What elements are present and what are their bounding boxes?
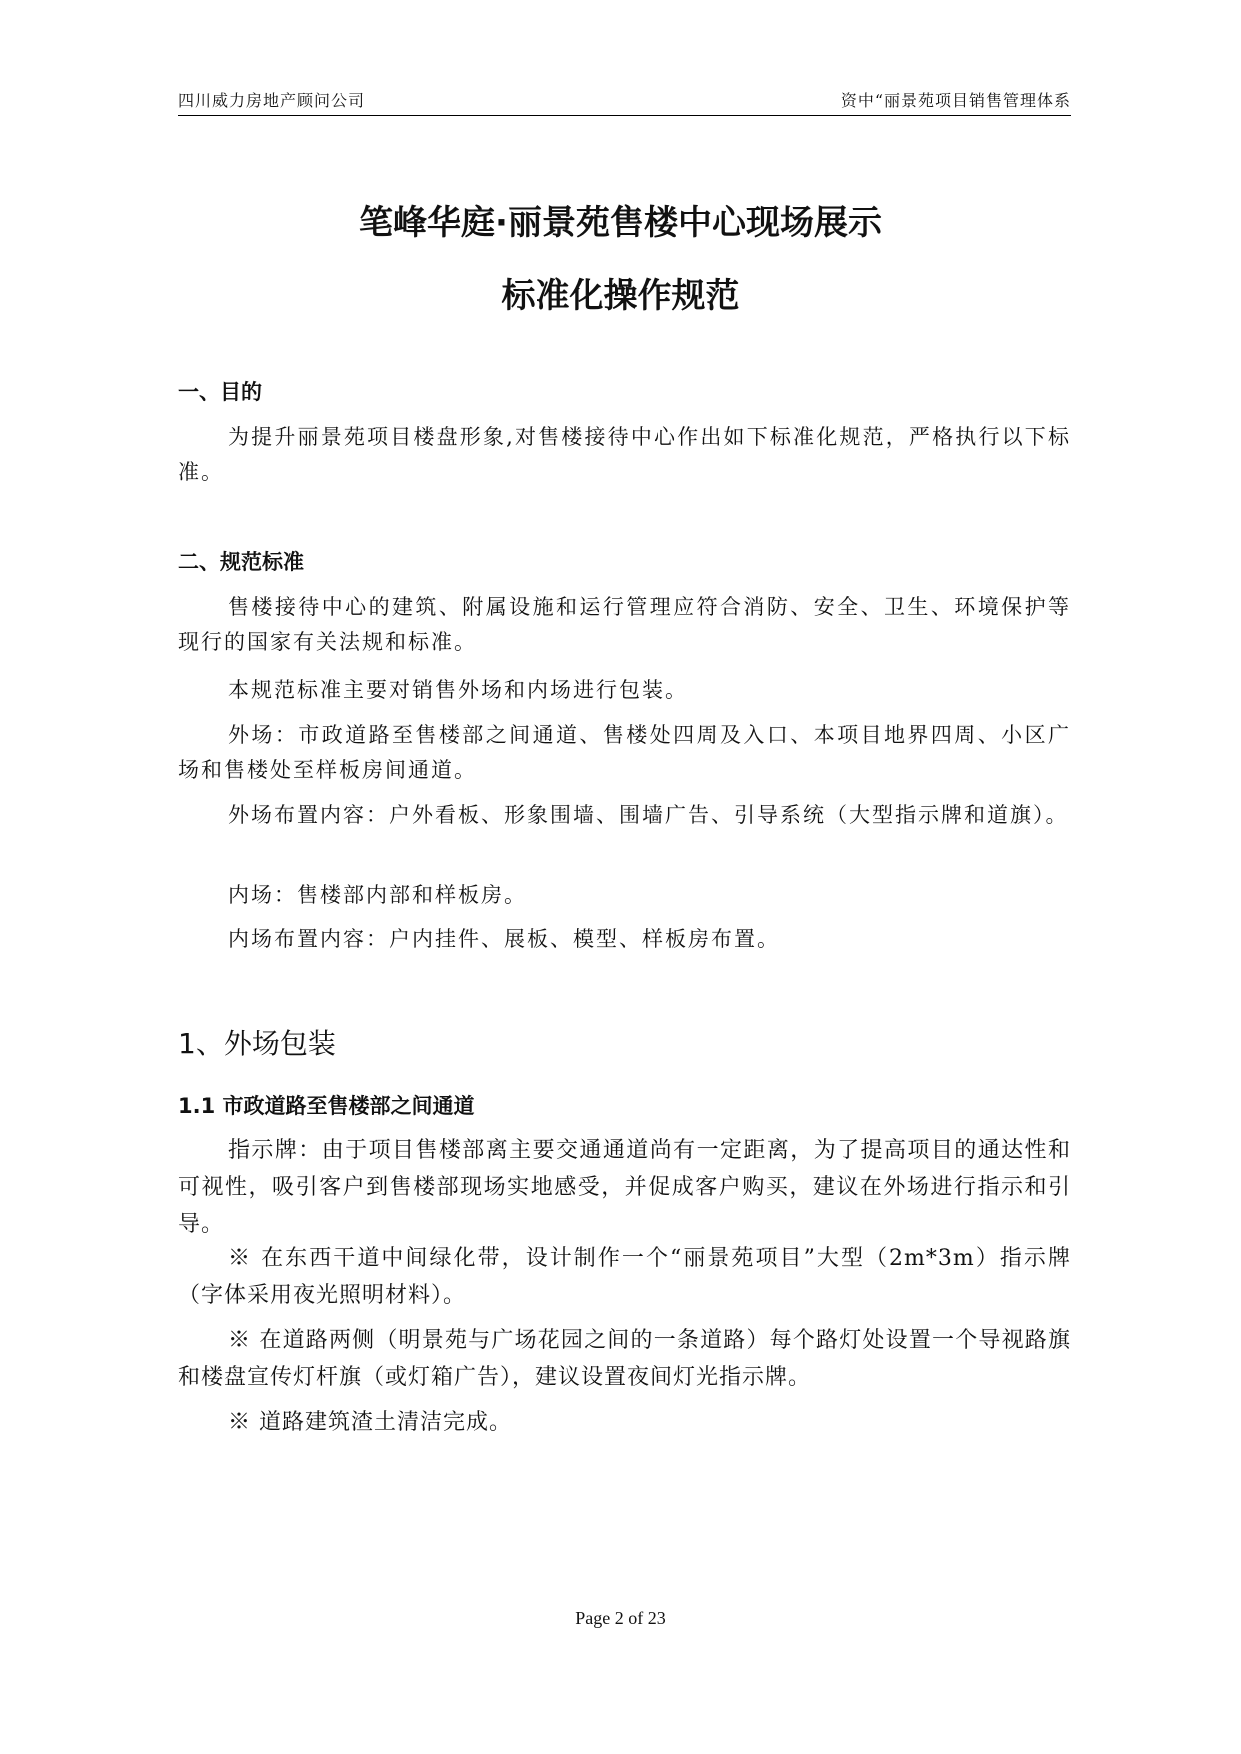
list-item-signboard: ※ 在东西干道中间绿化带，设计制作一个“丽景苑项目”大型（2m*3m）指示牌（字体采用夜光照明材料）。 [178, 1246, 1071, 1308]
paragraph-standards-3: 外场：市政道路至售楼部之间通道、售楼处四周及入口、本项目地界四周、小区广场和售楼处至样板房间通道。 [178, 723, 1071, 782]
paragraph-standards-1: 售楼接待中心的建筑、附属设施和运行管理应符合消防、安全、卫生、环境保护等现行的国家有关法规和标准。 [178, 595, 1071, 654]
paragraph-standards-5: 内场：售楼部内部和样板房。 [228, 883, 527, 907]
header-company: 四川威力房地产顾问公司 [178, 91, 366, 110]
page-title-line1: 笔峰华庭·丽景苑售楼中心现场展示 [359, 203, 882, 243]
page-title-line2: 标准化操作规范 [501, 276, 740, 316]
paragraph-standards-4: 外场布置内容：户外看板、形象围墙、围墙广告、引导系统（大型指示牌和道旗）。 [228, 803, 1069, 827]
subsection-heading-road: 1.1 市政道路至售楼部之间通道 [178, 1094, 475, 1118]
section-heading-standards: 二、规范标准 [178, 550, 304, 574]
section-heading-purpose: 一、目的 [178, 380, 262, 404]
list-item-cleanup: ※ 道路建筑渣土清洁完成。 [228, 1410, 512, 1435]
header-document-title: 资中“丽景苑项目销售管理体系 [840, 91, 1071, 110]
list-item-road-flags: ※ 在道路两侧（明景苑与广场花园之间的一条道路）每个路灯处设置一个导视路旗和楼盘宣传灯杆旗（或灯箱广告），建议设置夜间灯光指示牌。 [178, 1328, 1071, 1390]
paragraph-standards-6: 内场布置内容：户内挂件、展板、模型、样板房布置。 [228, 927, 780, 951]
header-divider [178, 115, 1071, 116]
paragraph-purpose: 为提升丽景苑项目楼盘形象,对售楼接待中心作出如下标准化规范，严格执行以下标准。 [178, 425, 1071, 484]
paragraph-standards-2: 本规范标准主要对销售外场和内场进行包装。 [228, 678, 688, 702]
section-heading-exterior: 1、外场包装 [178, 1027, 336, 1060]
paragraph-signage: 指示牌：由于项目售楼部离主要交通通道尚有一定距离，为了提高项目的通达性和可视性，吸引客户到售楼部现场实地感受，并促成客户购买，建议在外场进行指示和引导。 [178, 1138, 1071, 1237]
page-number: Page 2 of 23 [575, 1608, 666, 1628]
